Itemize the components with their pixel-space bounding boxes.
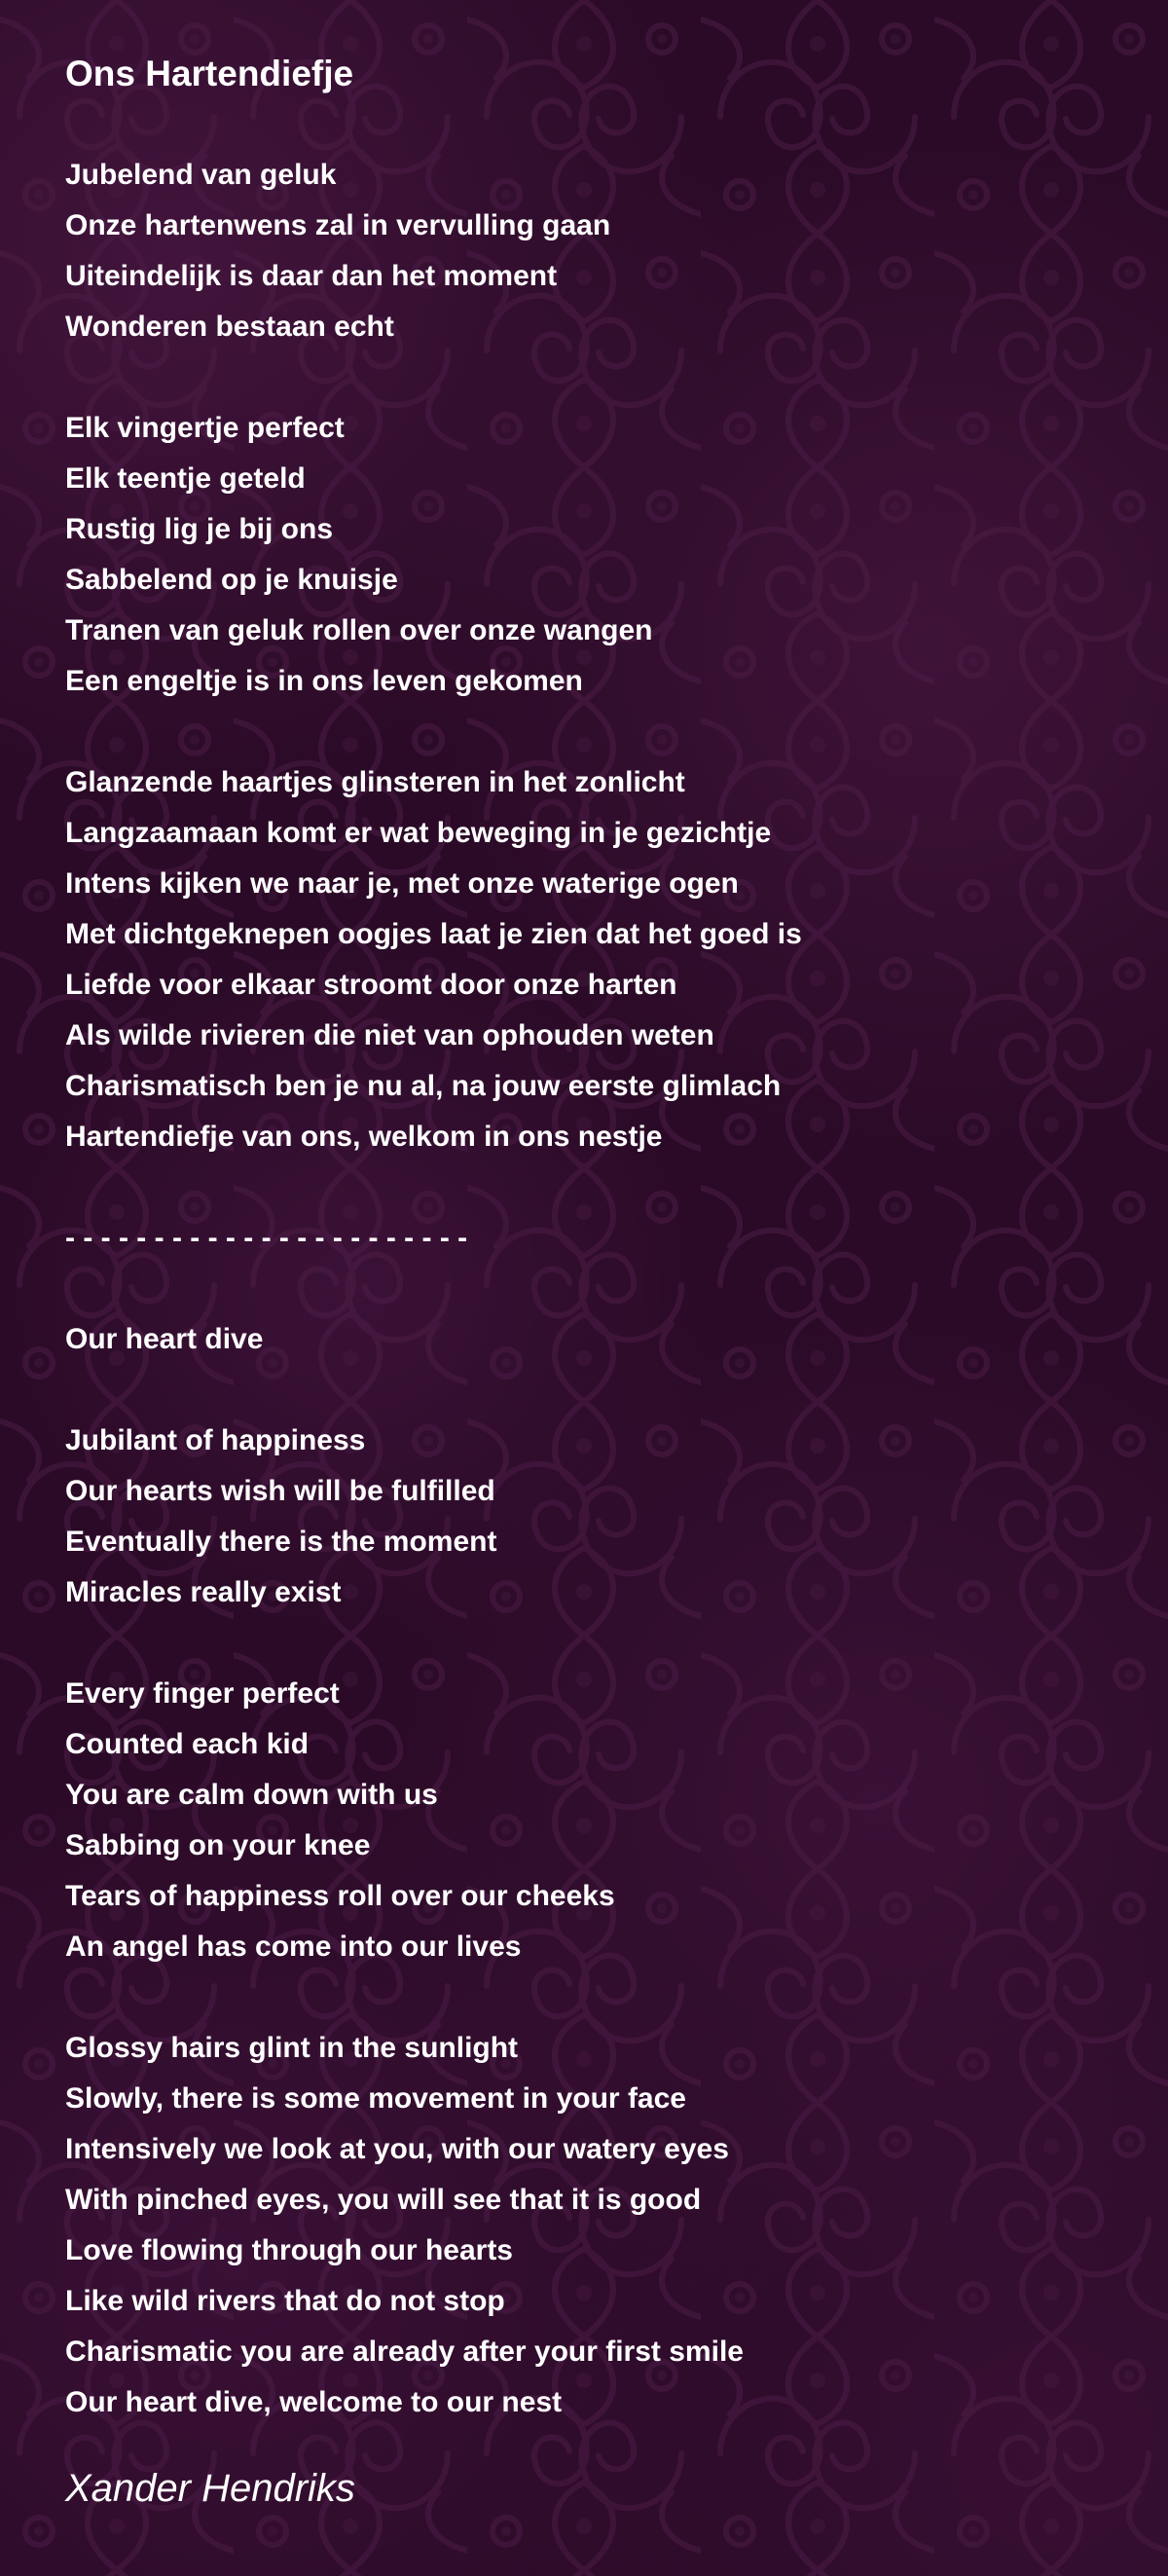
stanza-2 bbox=[65, 403, 1116, 707]
poem-line: Tranen van geluk rollen over onze wangen bbox=[65, 614, 653, 646]
poem-line: Wonderen bestaan echt bbox=[65, 311, 394, 343]
poem-line: Jubelend van geluk bbox=[65, 159, 337, 191]
poem-line: Rustig lig je bij ons bbox=[65, 513, 334, 545]
poem-line: Elk teentje geteld bbox=[65, 462, 306, 495]
poem-line: Een engeltje is in ons leven gekomen bbox=[65, 665, 583, 697]
poem-line: Tears of happiness roll over our cheeks bbox=[65, 1880, 615, 1912]
poem-line: Intens kijken we naar je, met onze waterige ogen bbox=[65, 867, 739, 900]
stanza-6 bbox=[65, 2023, 1116, 2428]
poem-line: You are calm down with us bbox=[65, 1779, 438, 1811]
poem-line: Slowly, there is some movement in your face bbox=[65, 2082, 686, 2115]
poem-line: Hartendiefje van ons, welkom in ons nestje bbox=[65, 1121, 663, 1153]
poem-line: Our heart dive, welcome to our nest bbox=[65, 2386, 563, 2418]
poem-line: Glanzende haartjes glinsteren in het zonlicht bbox=[65, 766, 685, 798]
poem-container bbox=[65, 49, 1116, 2516]
poem-line: Like wild rivers that do not stop bbox=[65, 2285, 505, 2317]
poem-line: Langzaamaan komt er wat beweging in je gezichtje bbox=[65, 817, 772, 849]
poem-line: Liefde voor elkaar stroomt door onze harten bbox=[65, 969, 677, 1001]
poem-author: Xander Hendriks bbox=[65, 2467, 355, 2510]
poem-line: Charismatic you are already after your first smile bbox=[65, 2336, 744, 2368]
poem-line: Glossy hairs glint in the sunlight bbox=[65, 2032, 519, 2064]
poem-line: Sabbelend op je knuisje bbox=[65, 564, 398, 596]
poem-line: Our hearts wish will be fulfilled bbox=[65, 1475, 495, 1507]
poem-line: Uiteindelijk is daar dan het moment bbox=[65, 260, 558, 292]
poem-line: Jubilant of happiness bbox=[65, 1424, 366, 1456]
poem-line: Als wilde rivieren die niet van ophouden weten bbox=[65, 1019, 714, 1051]
poem-line: With pinched eyes, you will see that it is good bbox=[65, 2184, 702, 2216]
separator bbox=[65, 1213, 1116, 1264]
stanza-5 bbox=[65, 1669, 1116, 1972]
poem-line: Every finger perfect bbox=[65, 1677, 340, 1710]
poem-title: Ons Hartendiefje bbox=[65, 54, 354, 93]
poem-line: Love flowing through our hearts bbox=[65, 2234, 513, 2266]
stanza-4 bbox=[65, 1416, 1116, 1618]
separator-line: - - - - - - - - - - - - - - - - - - - - - - - bbox=[65, 1222, 468, 1254]
poem-line: Sabbing on your knee bbox=[65, 1829, 371, 1861]
poem-line: Eventually there is the moment bbox=[65, 1526, 497, 1558]
poem-line: Onze hartenwens zal in vervulling gaan bbox=[65, 209, 611, 241]
poem-line: Elk vingertje perfect bbox=[65, 412, 345, 444]
poem-line: An angel has come into our lives bbox=[65, 1931, 522, 1963]
poem-line: Charismatisch ben je nu al, na jouw eerste glimlach bbox=[65, 1070, 782, 1102]
translation-title-line: Our heart dive bbox=[65, 1323, 264, 1355]
translation-title bbox=[65, 1314, 1116, 1365]
poem-line: Counted each kid bbox=[65, 1728, 310, 1760]
poem-line: Miracles really exist bbox=[65, 1576, 342, 1608]
stanza-3 bbox=[65, 757, 1116, 1162]
poem-line: Met dichtgeknepen oogjes laat je zien dat het goed is bbox=[65, 918, 802, 950]
poem-line: Intensively we look at you, with our watery eyes bbox=[65, 2133, 729, 2165]
stanza-1 bbox=[65, 150, 1116, 352]
